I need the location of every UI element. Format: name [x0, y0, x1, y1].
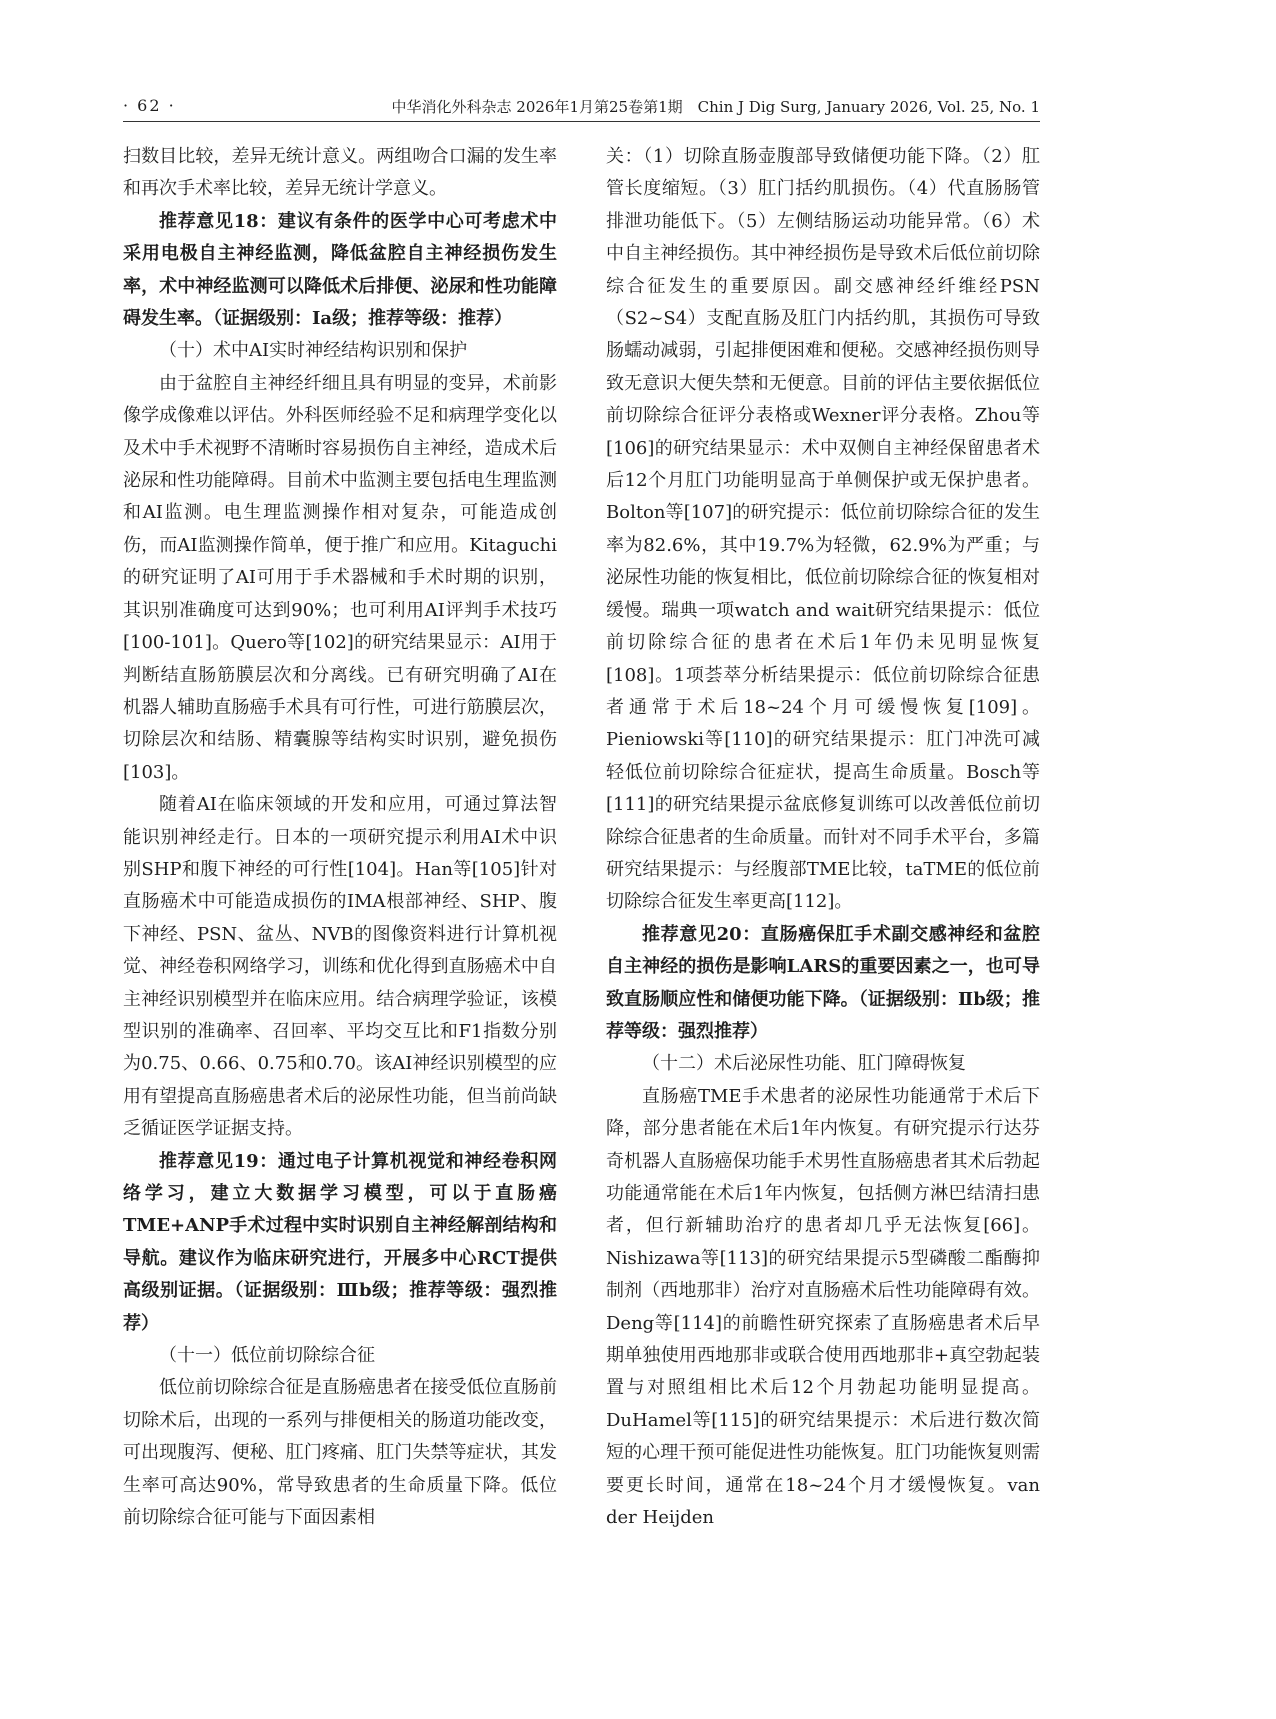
left-column: [123, 141, 557, 1534]
section-heading: （十一）低位前切除综合征: [159, 1345, 375, 1367]
journal-citation: 中华消化外科杂志 2026年1月第25卷第1期 Chin J Dig Surg, January 2026, Vol. 25, No. 1: [391, 98, 1040, 116]
body-paragraph: 由于盆腔自主神经纤细且具有明显的变异，术前影像学成像难以评估。外科医师经验不足和病理学变化以及术中手术视野不清晰时容易损伤自主神经，造成术后泌尿和性功能障碍。目前术中监测主要包括电生理监测和AI监测。电生理监测操作相对复杂，可能造成创伤，而AI监测操作简单，便于推广和应用。Kitaguchi的研究证明了AI可用于手术器械和手术时期的识别，其识别准确度可达到90%；也可利用AI评判手术技巧[100-101]。Quero等[102]的研究结果显示：AI用于判断结直肠筋膜层次和分离线。已有研究明确了AI在机器人辅助直肠癌手术具有可行性，可进行筋膜层次，切除层次和结肠、精囊腺等结构实时识别，避免损伤[103]。: [123, 372, 557, 783]
section-heading: （十二）术后泌尿性功能、肛门障碍恢复: [642, 1053, 966, 1075]
continued-paragraph: 关：（1）切除直肠壶腹部导致储便功能下降。（2）肛管长度缩短。（3）肛门括约肌损伤。（4）代直肠肠管排泄功能低下。（5）左侧结肠运动功能异常。（6）术中自主神经损伤。其中神经损伤是导致术后低位前切除综合征发生的重要原因。副交感神经纤维经PSN（S2~S4）支配直肠及肛门内括约肌，其损伤可导致肠蠕动减弱，引起排便困难和便秘。交感神经损伤则导致无意识大便失禁和无便意。目前的评估主要依据低位前切除综合征评分表格或Wexner评分表格。Zhou等[106]的研究结果显示：术中双侧自主神经保留患者术后12个月肛门功能明显高于单侧保护或无保护患者。Bolton等[107]的研究提示：低位前切除综合征的发生率为82.6%，其中19.7%为轻微，62.9%为严重；与泌尿性功能的恢复相比，低位前切除综合征的恢复相对缓慢。瑞典一项watch and wait研究结果提示：低位前切除综合征的患者在术后1年仍未见明显恢复[108]。1项荟萃分析结果提示：低位前切除综合征患者通常于术后18~24个月可缓慢恢复[109]。Pieniowski等[110]的研究结果提示：肛门冲洗可减轻低位前切除综合征症状，提高生命质量。Bosch等[111]的研究结果提示盆底修复训练可以改善低位前切除综合征患者的生命质量。而针对不同手术平台，多篇研究结果提示：与经腹部TME比较，taTME的低位前切除综合征发生率更高[112]。: [606, 146, 1040, 913]
header-rule: [123, 121, 1040, 122]
page-number: · 62 ·: [123, 96, 176, 115]
body-paragraph: 随着AI在临床领域的开发和应用，可通过算法智能识别神经走行。日本的一项研究提示利用AI术中识别SHP和腹下神经的可行性[104]。Han等[105]针对直肠癌术中可能造成损伤的IMA根部神经、SHP、腹下神经、PSN、盆丛、NVB的图像资料进行计算机视觉、神经卷积网络学习，训练和优化得到直肠癌术中自主神经识别模型并在临床应用。结合病理学验证，该模型识别的准确率、召回率、平均交互比和F1指数分别为0.75、0.66、0.75和0.70。该AI神经识别模型的应用有望提高直肠癌患者术后的泌尿性功能，但当前尚缺乏循证医学证据支持。: [123, 794, 557, 1140]
body-paragraph: 低位前切除综合征是直肠癌患者在接受低位直肠前切除术后，出现的一系列与排便相关的肠道功能改变，可出现腹泻、便秘、肛门疼痛、肛门失禁等症状，其发生率可高达90%，常导致患者的生命质量下降。低位前切除综合征可能与下面因素相: [123, 1377, 557, 1529]
recommendation-paragraph: 推荐意见19：通过电子计算机视觉和神经卷积网络学习，建立大数据学习模型，可以于直肠癌TME+ANP手术过程中实时识别自主神经解剖结构和导航。建议作为临床研究进行，开展多中心RCT提供高级别证据。（证据级别：Ⅲb级；推荐等级：强烈推荐）: [123, 1150, 557, 1334]
right-column: [606, 141, 1040, 1534]
recommendation-paragraph: 推荐意见20：直肠癌保肛手术副交感神经和盆腔自主神经的损伤是影响LARS的重要因素之一，也可导致直肠顺应性和储便功能下降。（证据级别：Ⅱb级；推荐等级：强烈推荐）: [606, 923, 1040, 1042]
body-paragraph: 直肠癌TME手术患者的泌尿性功能通常于术后下降，部分患者能在术后1年内恢复。有研究提示行达芬奇机器人直肠癌保功能手术男性直肠癌患者其术后勃起功能通常能在术后1年内恢复，包括侧方淋巴结清扫患者，但行新辅助治疗的患者却几乎无法恢复[66]。Nishizawa等[113]的研究结果提示5型磷酸二酯酶抑制剂（西地那非）治疗对直肠癌术后性功能障碍有效。Deng等[114]的前瞻性研究探索了直肠癌患者术后早期单独使用西地那非或联合使用西地那非+真空勃起装置与对照组相比术后12个月勃起功能明显提高。DuHamel等[115]的研究结果提示：术后进行数次简短的心理干预可能促进性功能恢复。肛门功能恢复则需要更长时间，通常在18~24个月才缓慢恢复。van der Heijden: [606, 1085, 1040, 1529]
recommendation-paragraph: 推荐意见18：建议有条件的医学中心可考虑术中采用电极自主神经监测，降低盆腔自主神经损伤发生率，术中神经监测可以降低术后排便、泌尿和性功能障碍发生率。（证据级别：Ⅰa级；推荐等级：推荐）: [123, 210, 557, 330]
continued-paragraph: 扫数目比较，差异无统计意义。两组吻合口漏的发生率和再次手术率比较，差异无统计学意义。: [123, 146, 557, 200]
section-heading: （十）术中AI实时神经结构识别和保护: [159, 340, 468, 362]
